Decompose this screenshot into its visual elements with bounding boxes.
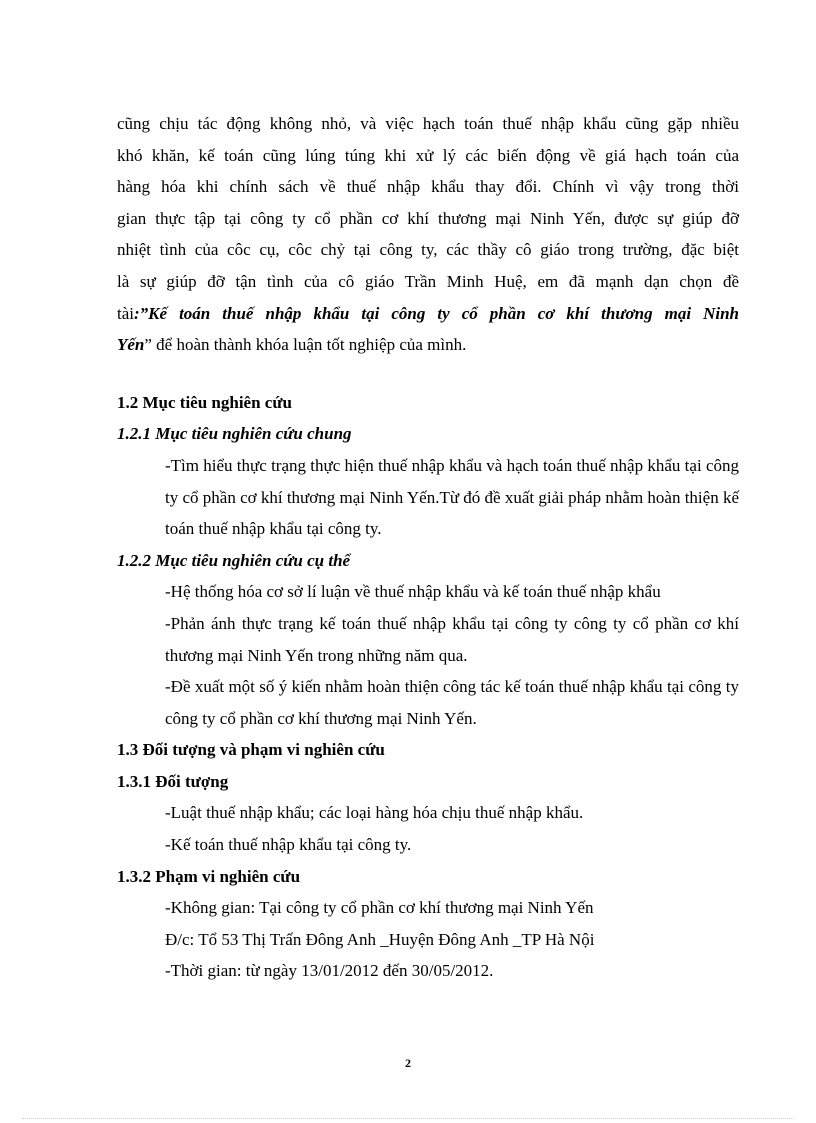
intro-line xyxy=(117,329,739,361)
thesis-title-text: Yến xyxy=(117,335,145,355)
spacer xyxy=(117,361,739,387)
intro-text: ” để hoàn thành khóa luận tốt nghiệp của mình. xyxy=(144,335,467,355)
intro-line xyxy=(117,298,739,330)
intro-line: gian thực tập tại công ty cổ phần cơ khí thương mại Ninh Yến, được sự giúp đỡ xyxy=(117,208,739,228)
paragraph: -Tìm hiểu thực trạng thực hiện thuế nhập khẩu và hạch toán thuế nhập khẩu tại công ty cổ phần cơ khí thương mại Ninh Yến.Từ đó đề xuất giải pháp nhằm hoàn thiện kế toán thuế nhập khẩu tại công ty. xyxy=(165,455,739,539)
section-heading: 1.3 Đối tượng và phạm vi nghiên cứu xyxy=(117,740,385,760)
section-heading: 1.2 Mục tiêu nghiên cứu xyxy=(117,392,293,412)
intro-line: nhiệt tình của côc cụ, côc chỷ tại công ty, các thầy cô giáo trong trường, đặc biệt xyxy=(117,240,739,260)
intro-text: tài xyxy=(117,303,134,323)
paragraph: -Thời gian: từ ngày 13/01/2012 đến 30/05/2012. xyxy=(165,961,494,981)
intro-line: hàng hóa khi chính sách về thuế nhập khẩu thay đổi. Chính vì vậy trong thời xyxy=(117,177,739,197)
page-content xyxy=(117,108,739,987)
paragraph: -Luật thuế nhập khẩu; các loại hàng hóa chịu thuế nhập khẩu. xyxy=(165,803,584,823)
intro-line: là sự giúp đỡ tận tình của cô giáo Trần Minh Huệ, em đã mạnh dạn chọn đề xyxy=(117,271,739,291)
paragraph: -Kế toán thuế nhập khẩu tại công ty. xyxy=(165,835,412,855)
subsection-heading: 1.3.1 Đối tượng xyxy=(117,771,229,791)
page-bottom-border xyxy=(22,1118,794,1119)
intro-line: cũng chịu tác động không nhỏ, và việc hạch toán thuế nhập khẩu cũng gặp nhiều xyxy=(117,114,739,133)
subsection-heading: 1.3.2 Phạm vi nghiên cứu xyxy=(117,866,301,886)
paragraph: Đ/c: Tổ 53 Thị Trấn Đông Anh _Huyện Đông Anh _TP Hà Nội xyxy=(165,929,595,949)
paragraph: -Hệ thống hóa cơ sở lí luận về thuế nhập khẩu và kế toán thuế nhập khẩu xyxy=(165,582,661,602)
subsection-heading: 1.2.1 Mục tiêu nghiên cứu chung xyxy=(117,424,352,444)
paragraph: -Phản ánh thực trạng kế toán thuế nhập khẩu tại công ty công ty cổ phần cơ khí thương mại Ninh Yến trong những năm qua. xyxy=(165,613,739,665)
thesis-title-text: :”Kế toán thuế nhập khẩu tại công ty cổ phần cơ khí thương mại Ninh xyxy=(134,303,739,323)
intro-line: khó khăn, kế toán cũng lúng túng khi xử lý các biến động về giá hạch toán của xyxy=(117,145,739,165)
paragraph: -Không gian: Tại công ty cổ phần cơ khí thương mại Ninh Yến xyxy=(165,898,594,918)
paragraph: -Đề xuất một số ý kiến nhằm hoàn thiện công tác kế toán thuế nhập khẩu tại công ty công ty cổ phần cơ khí thương mại Ninh Yến. xyxy=(165,677,739,728)
subsection-heading: 1.2.2 Mục tiêu nghiên cứu cụ thể xyxy=(117,550,351,570)
page-number: 2 xyxy=(405,1056,411,1070)
